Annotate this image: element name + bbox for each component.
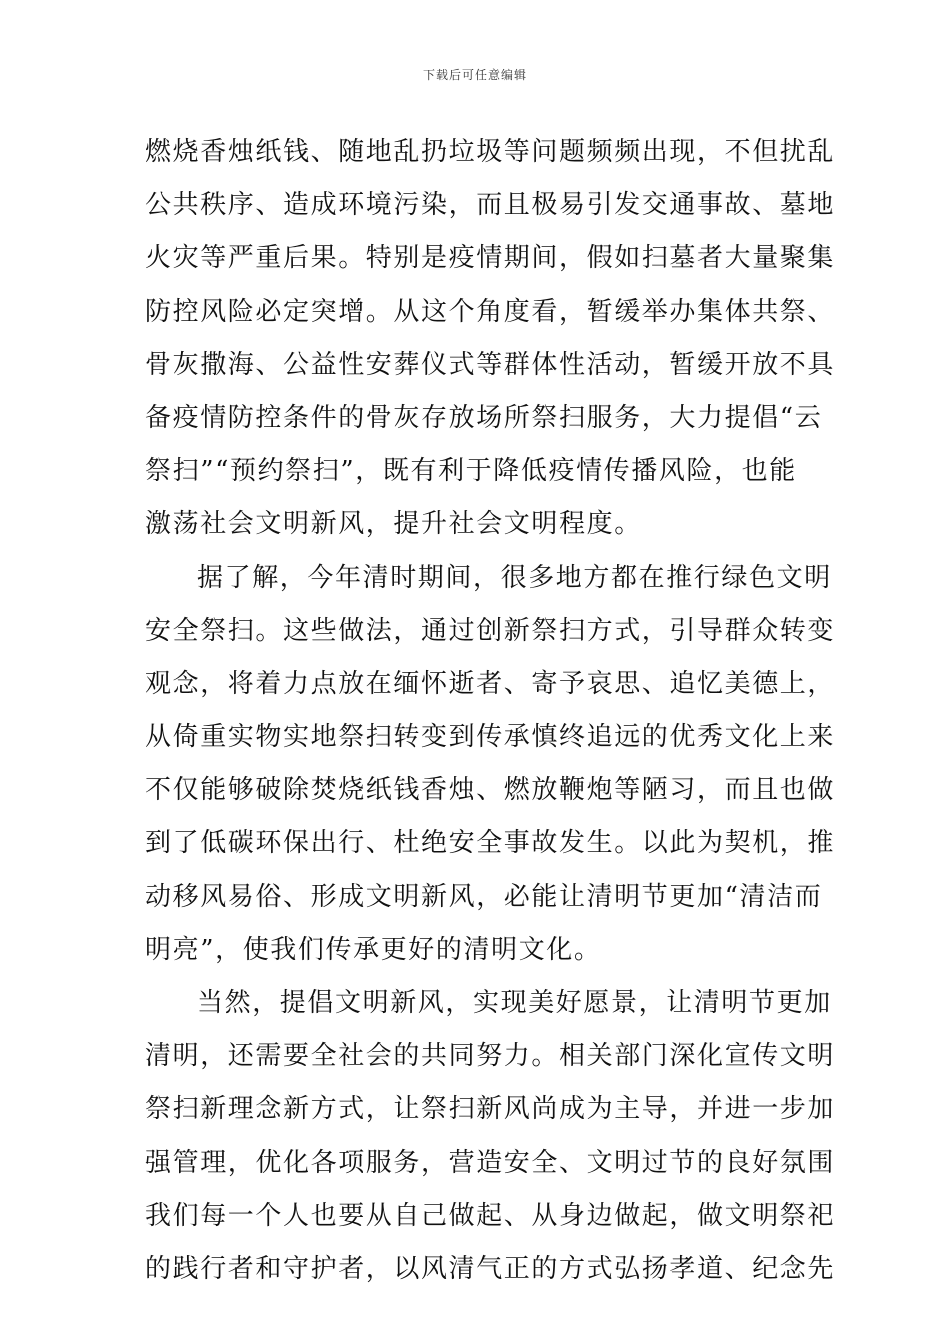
text-line: 明亮”，使我们传承更好的清明文化。 (145, 934, 602, 965)
text-line: 备疫情防控条件的骨灰存放场所祭扫服务，大力提倡“云 (145, 402, 823, 433)
text-line: 不仅能够破除焚烧纸钱香烛、燃放鞭炮等陋习，而且也做 (145, 775, 836, 806)
text-line: 公共秩序、造成环境污染，而且极易引发交通事故、墓地 (145, 190, 836, 221)
text-line: 燃烧香烛纸钱、随地乱扔垃圾等问题频频出现，不但扰乱 (145, 137, 836, 167)
text-line: 观念，将着力点放在缅怀逝者、寄予哀思、追忆美德上， (145, 668, 836, 699)
text-line: 据了解，今年清时期间，很多地方都在推行绿色文明 (197, 562, 832, 593)
text-line: 火灾等严重后果。特别是疫情期间，假如扫墓者大量聚集 (145, 243, 836, 274)
text-line: 祭扫新理念新方式，让祭扫新风尚成为主导，并进一步加 (145, 1094, 836, 1125)
text-line: 当然，提倡文明新风，实现美好愿景，让清明节更加 (197, 988, 832, 1018)
editable-download-note: 下载后可任意编辑 (422, 68, 527, 82)
text-line: 清明，还需要全社会的共同努力。相关部门深化宣传文明 (145, 1041, 836, 1072)
text-line: 祭扫”“预约祭扫”，既有利于降低疫情传播风险，也能 (145, 456, 797, 487)
document-body (145, 126, 836, 1296)
text-line: 动移风易俗、形成文明新风，必能让清明节更加“清洁而 (145, 881, 823, 912)
text-line: 到了低碳环保出行、杜绝安全事故发生。以此为契机，推 (145, 828, 836, 859)
text-line: 我们每一个人也要从自己做起、从身边做起，做文明祭祀 (145, 1200, 836, 1231)
text-line: 的践行者和守护者，以风清气正的方式弘扬孝道、纪念先 (145, 1253, 836, 1284)
text-line: 从倚重实物实地祭扫转变到传承慎终追远的优秀文化上来 (145, 722, 836, 753)
text-line: 防控风险必定突增。从这个角度看，暂缓举办集体共祭、 (145, 296, 836, 327)
text-line: 安全祭扫。这些做法，通过创新祭扫方式，引导群众转变 (145, 615, 836, 646)
text-line: 激荡社会文明新风，提升社会文明程度。 (145, 509, 642, 540)
text-line: 强管理，优化各项服务，营造安全、文明过节的良好氛围 (145, 1147, 836, 1178)
text-line: 骨灰撒海、公益性安葬仪式等群体性活动，暂缓开放不具 (145, 349, 836, 380)
